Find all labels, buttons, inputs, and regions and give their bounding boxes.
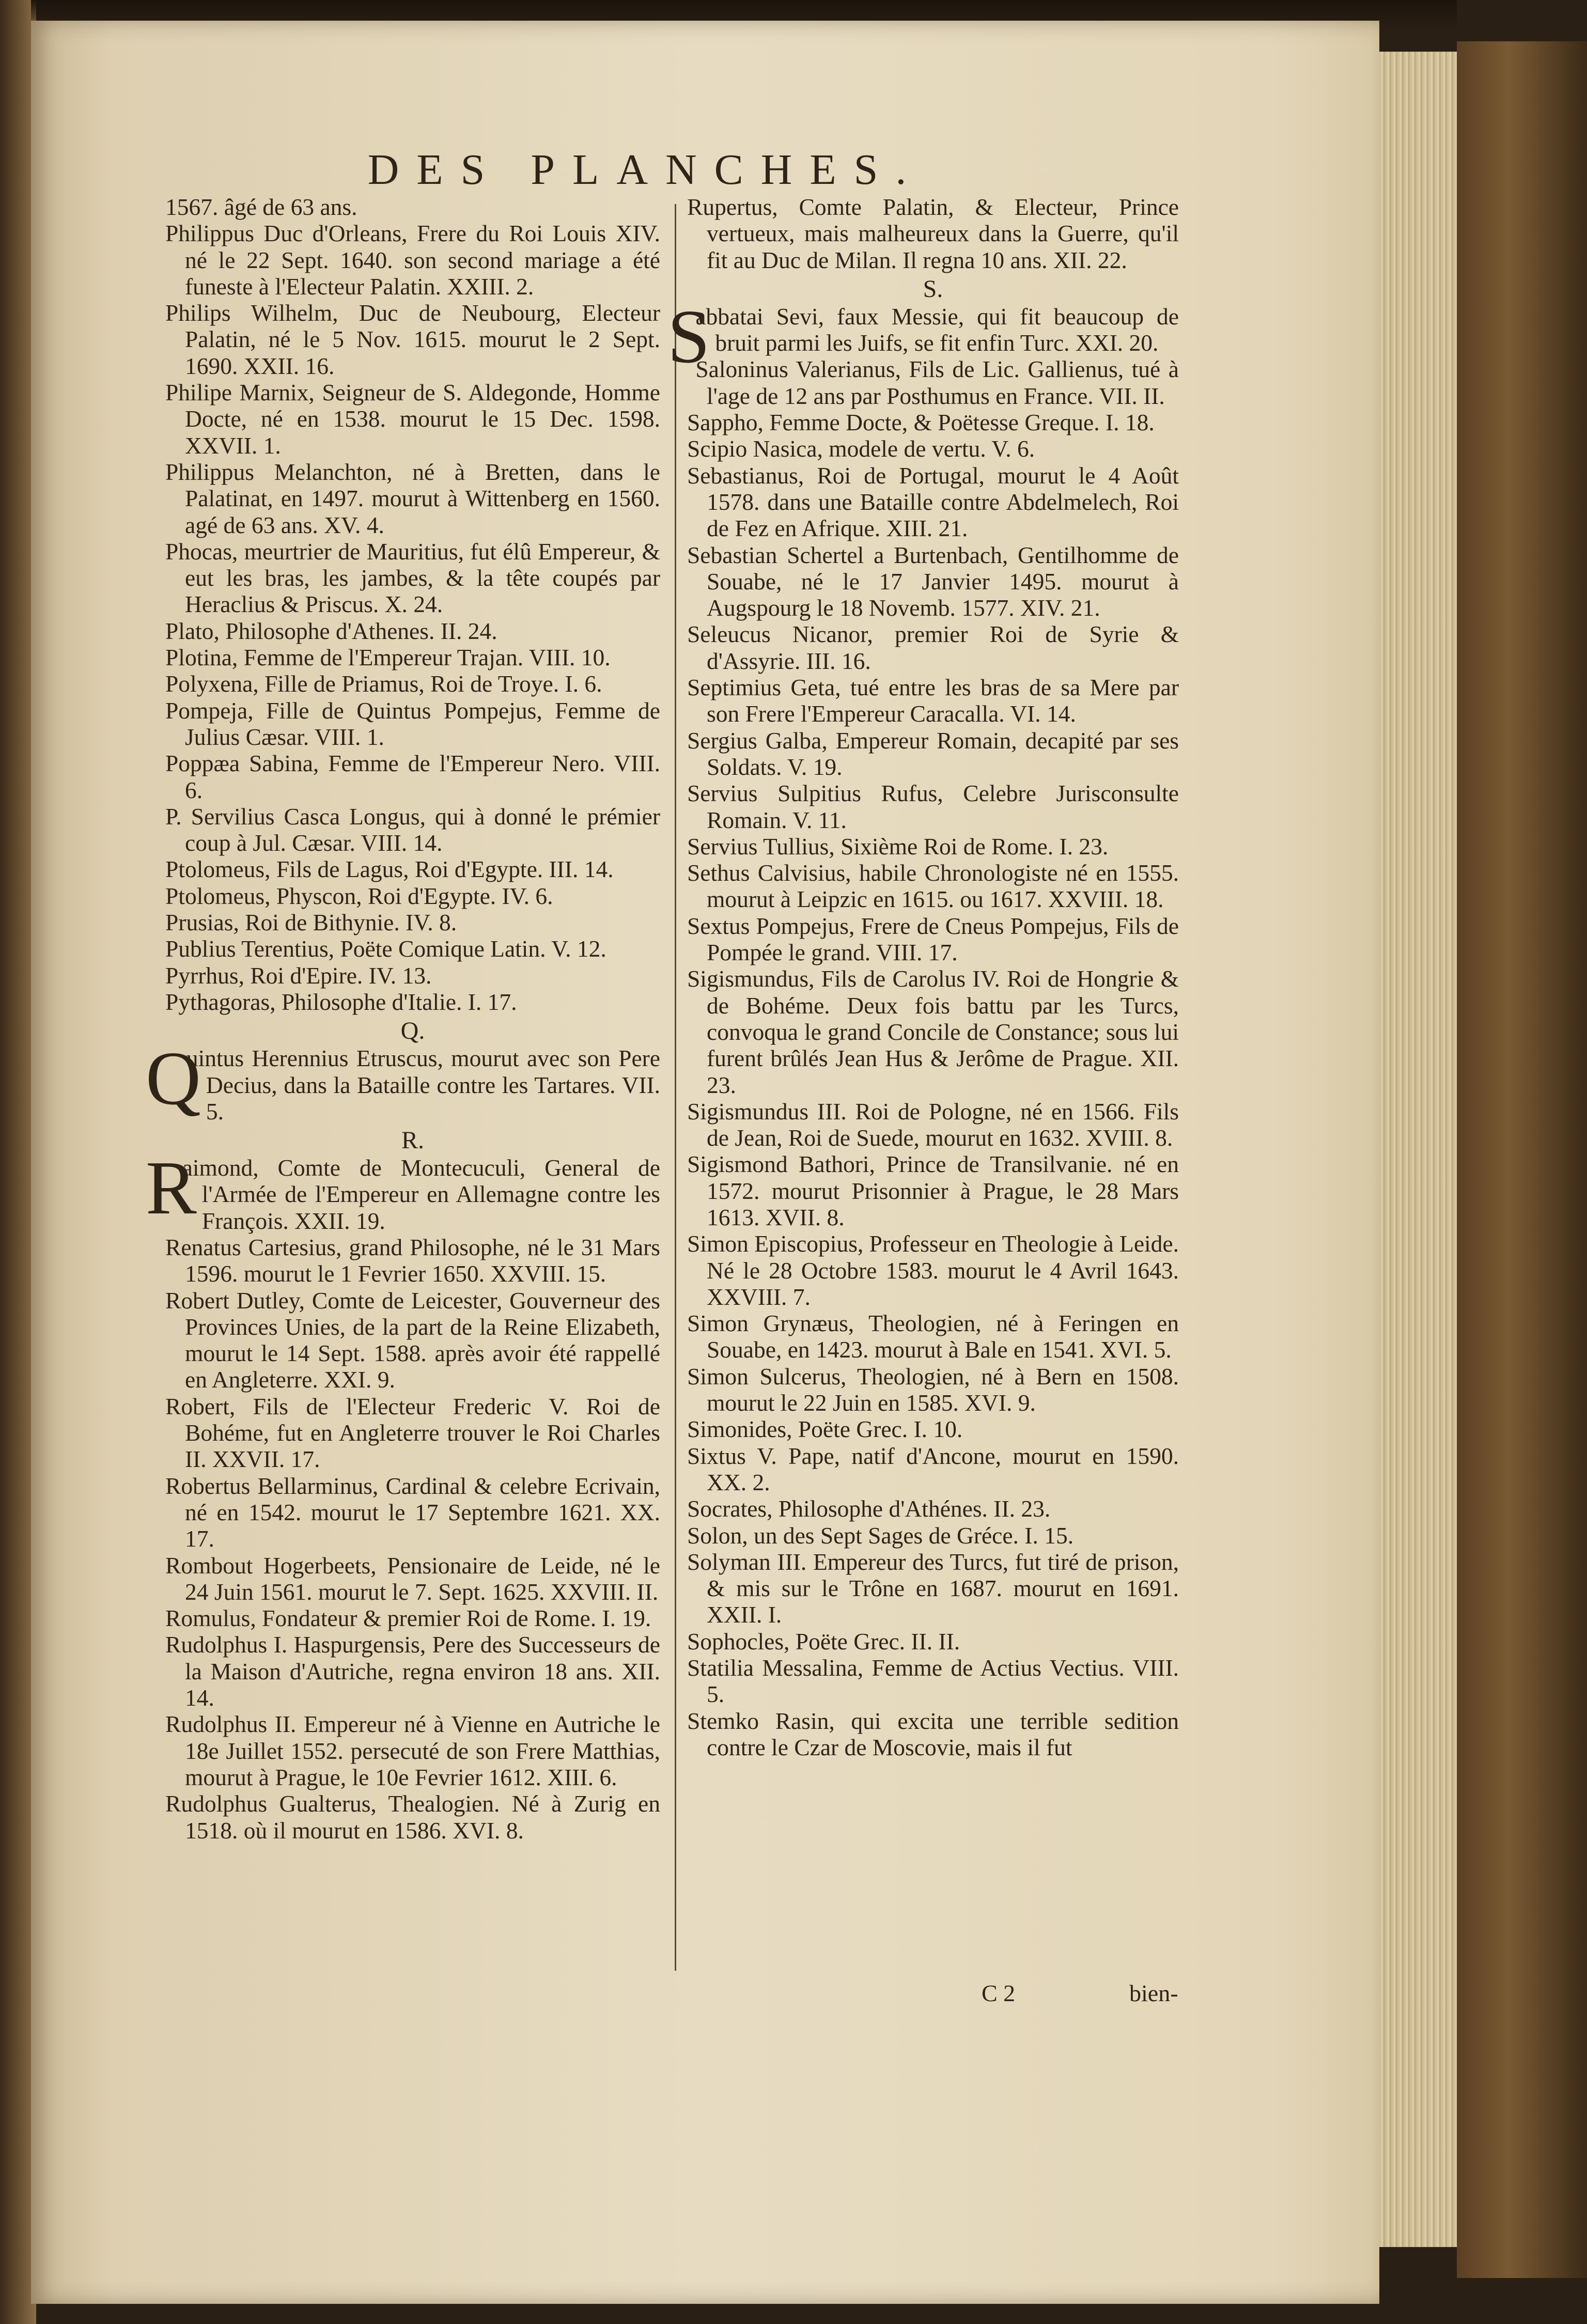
entry-text: uintus Herennius Etruscus, mourut avec son Pere Decius, dans la Bataille contre les Tartares. VII. 5. (186, 1045, 660, 1125)
index-entry: Simon Grynæus, Theologien, né à Feringen en Souabe, en 1423. mourut à Bale en 1541. XVI. 5. (687, 1310, 1179, 1363)
index-entry (146, 1036, 660, 1125)
index-entry: Ptolomeus, Fils de Lagus, Roi d'Egypte. III. 14. (165, 856, 614, 883)
book-cover (1457, 41, 1587, 2278)
index-entry: Socrates, Philosophe d'Athénes. II. 23. (687, 1495, 1051, 1522)
index-entry: Septimius Geta, tué entre les bras de sa Mere par son Frere l'Empereur Caracalla. VI. 14. (687, 674, 1179, 727)
section-letter: Q. (400, 1017, 425, 1045)
index-entry: Poppæa Sabina, Femme de l'Empereur Nero. VIII. 6. (165, 750, 660, 803)
index-entry: Philippus Duc d'Orleans, Frere du Roi Louis XIV. né le 22 Sept. 1640. son second mariage a été funeste à l'Electeur Palatin. XXIII. 2. (165, 220, 660, 300)
index-entry: Sigismundus III. Roi de Pologne, né en 1566. Fils de Jean, Roi de Suede, mourut en 1632. XVIII. 8. (687, 1098, 1179, 1151)
index-entry: Robertus Bellarminus, Cardinal & celebre Ecrivain, né en 1542. mourut le 17 Septembre 1621. XX. 17. (165, 1472, 660, 1552)
index-entry: Stemko Rasin, qui excita une terrible sedition contre le Czar de Moscovie, mais il fut (687, 1707, 1179, 1760)
drop-cap: R (146, 1146, 197, 1231)
index-entry: Plato, Philosophe d'Athenes. II. 24. (165, 617, 497, 644)
catchword: bien- (1129, 1980, 1178, 2006)
index-entry: Philipe Marnix, Seigneur de S. Aldegonde, Homme Docte, né en 1538. mourut le 15 Dec. 1598. XXVII. 1. (165, 379, 660, 459)
index-entry: Pyrrhus, Roi d'Epire. IV. 13. (165, 962, 432, 989)
index-entry: Solon, un des Sept Sages de Gréce. I. 15. (687, 1522, 1074, 1549)
index-entry: Pythagoras, Philosophe d'Italie. I. 17. (165, 988, 517, 1015)
index-entry: Robert, Fils de l'Electeur Frederic V. Roi de Bohéme, fut en Angleterre trouver le Roi Charles II. XXVII. 17. (165, 1393, 660, 1473)
index-entry: P. Servilius Casca Longus, qui à donné le prémier coup à Jul. Cæsar. VIII. 14. (165, 803, 660, 856)
index-entry: Statilia Messalina, Femme de Actius Vectius. VIII. 5. (687, 1655, 1179, 1708)
index-entry (667, 294, 1179, 379)
index-entry: Simon Episcopius, Professeur en Theologie à Leide. Né le 28 Octobre 1583. mourut le 4 Avril 1643. XXVIII. 7. (687, 1230, 1179, 1310)
index-entry: Sigismond Bathori, Prince de Transilvanie. né en 1572. mourut Prisonnier à Prague, le 28 Mars 1613. XVII. 8. (687, 1151, 1179, 1230)
section-letter: R. (401, 1127, 424, 1155)
index-entry: Sebastianus, Roi de Portugal, mourut le 4 Août 1578. dans une Bataille contre Abdelmelech, Roi de Fez en Afrique. XIII. 21. (687, 462, 1179, 542)
section-letter: S. (923, 275, 943, 303)
index-entry: Saloninus Valerianus, Fils de Lic. Gallienus, tué à l'age de 12 ans par Posthumus en France. VII. II. (695, 356, 1179, 409)
index-entry: Robert Dutley, Comte de Leicester, Gouverneur des Provinces Unies, de la part de la Reine Elizabeth, mourut le 14 Sept. 1588. après avoir été rappellé en Angleterre. XXI. 9. (165, 1287, 660, 1393)
index-entry: Romulus, Fondateur & premier Roi de Rome. I. 19. (165, 1605, 651, 1632)
index-entry: Renatus Cartesius, grand Philosophe, né le 31 Mars 1596. mourut le 1 Fevrier 1650. XXVIII. 15. (165, 1234, 660, 1287)
index-entry: Prusias, Roi de Bithynie. IV. 8. (165, 909, 457, 936)
index-entry: Sophocles, Poëte Grec. II. II. (687, 1628, 960, 1655)
index-entry: Rudolphus II. Empereur né à Vienne en Autriche le 18e Juillet 1552. persecuté de son Frere Matthias, mourut à Prague, le 10e Fevrier 1612. XIII. 6. (165, 1711, 660, 1790)
index-entry: Philippus Melanchton, né à Bretten, dans le Palatinat, en 1497. mourut à Wittenberg en 1560. agé de 63 ans. XV. 4. (165, 458, 660, 538)
left-column (146, 194, 660, 1844)
index-entry: Sixtus V. Pape, natif d'Ancone, mourut en 1590. XX. 2. (687, 1442, 1179, 1495)
index-entry: Simon Sulcerus, Theologien, né à Bern en 1508. mourut le 22 Juin en 1585. XVI. 9. (687, 1363, 1179, 1416)
page-header: DES PLANCHES. (367, 146, 924, 194)
index-entry: Seleucus Nicanor, premier Roi de Syrie & d'Assyrie. III. 16. (687, 621, 1179, 674)
drop-cap: S (667, 294, 710, 379)
index-entry: Publius Terentius, Poëte Comique Latin. V. 12. (165, 935, 606, 962)
index-entry: Philips Wilhelm, Duc de Neubourg, Electeur Palatin, né le 5 Nov. 1615. mourut le 2 Sept. 1690. XXII. 16. (165, 300, 660, 379)
index-entry: 1567. âgé de 63 ans. (165, 194, 357, 220)
index-entry: Solyman III. Empereur des Turcs, fut tiré de prison, & mis sur le Trône en 1687. mourut en 1691. XXII. I. (687, 1548, 1179, 1628)
index-entry: Scipio Nasica, modele de vertu. V. 6. (687, 435, 1035, 462)
index-entry: Pompeja, Fille de Quintus Pompejus, Femme de Julius Cæsar. VIII. 1. (165, 697, 660, 750)
index-entry: Plotina, Femme de l'Empereur Trajan. VIII. 10. (165, 644, 611, 671)
index-entry: Ptolomeus, Physcon, Roi d'Egypte. IV. 6. (165, 882, 553, 909)
index-entry: Sergius Galba, Empereur Romain, decapité par ses Soldats. V. 19. (687, 727, 1179, 780)
right-column (667, 194, 1179, 1760)
index-entry: Rombout Hogerbeets, Pensionaire de Leide, né le 24 Juin 1561. mourut le 7. Sept. 1625. XXVIII. II. (165, 1552, 660, 1605)
index-entry: Rudolphus I. Haspurgensis, Pere des Successeurs de la Maison d'Autriche, regna environ 18 ans. XII. 14. (165, 1631, 660, 1711)
index-entry: Simonides, Poëte Grec. I. 10. (687, 1416, 963, 1443)
index-entry: Rudolphus Gualterus, Thealogien. Né à Zurig en 1518. où il mourut en 1586. XVI. 8. (165, 1790, 660, 1844)
index-entry: Sebastian Schertel a Burtenbach, Gentilhomme de Souabe, né le 17 Janvier 1495. mourut à Augspourg le 18 Novemb. 1577. XIV. 21. (687, 541, 1179, 621)
signature-mark: C 2 (982, 1980, 1016, 2006)
index-entry: Servius Sulpitius Rufus, Celebre Jurisconsulte Romain. V. 11. (687, 780, 1179, 833)
drop-cap: Q (146, 1036, 201, 1121)
index-entry (146, 1146, 660, 1234)
entry-text: aimond, Comte de Montecuculi, General de l'Armée de l'Empereur en Allemagne contre les François. XXII. 19. (182, 1155, 660, 1234)
index-entry: Phocas, meurtrier de Mauritius, fut élû Empereur, & eut les bras, les jambes, & la tête coupés par Heraclius & Priscus. X. 24. (165, 538, 660, 618)
index-entry: Sigismundus, Fils de Carolus IV. Roi de Hongrie & de Bohéme. Deux fois battu par les Turcs, convoqua le grand Concile de Constance; sous lui furent brûlés Jean Hus & Jerôme de Prague. XII. 23. (687, 965, 1179, 1098)
column-divider (675, 204, 676, 1971)
index-entry: Servius Tullius, Sixième Roi de Rome. I. 23. (687, 833, 1109, 860)
index-entry: Sethus Calvisius, habile Chronologiste né en 1555. mourut à Leipzic en 1615. ou 1617. XXVIII. 18. (687, 860, 1179, 913)
index-entry: Rupertus, Comte Palatin, & Electeur, Prince vertueux, mais malheureux dans la Guerre, qu'il fit au Duc de Milan. Il regna 10 ans. XII. 22. (687, 194, 1179, 273)
index-entry: Sappho, Femme Docte, & Poëtesse Greque. I. 18. (687, 409, 1155, 436)
index-entry: Polyxena, Fille de Priamus, Roi de Troye. I. 6. (165, 670, 602, 697)
index-entry: Sextus Pompejus, Frere de Cneus Pompejus, Fils de Pompée le grand. VIII. 17. (687, 912, 1179, 966)
entry-text: abbatai Sevi, faux Messie, qui fit beaucoup de bruit parmi les Juifs, se fit enfin Turc. XXI. 20. (695, 303, 1179, 356)
